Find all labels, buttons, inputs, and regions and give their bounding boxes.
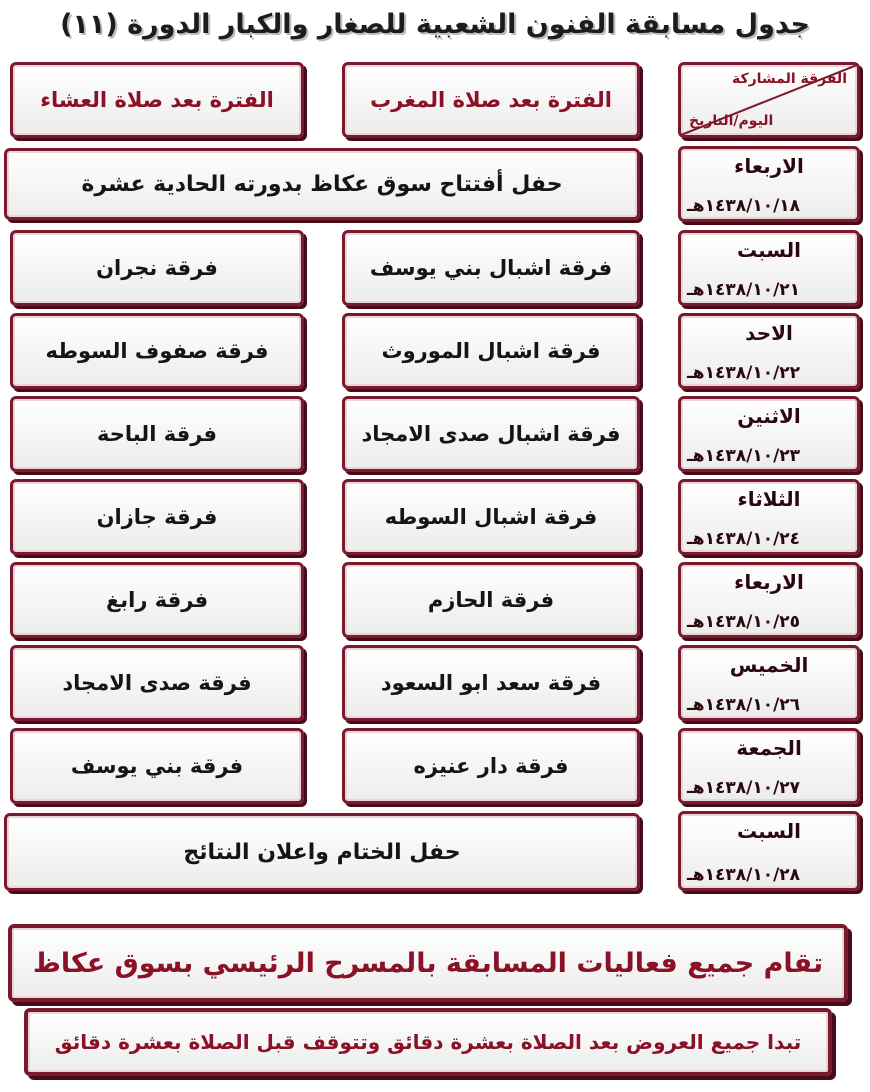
date-label: ١٤٣٨/١٠/٢٤هـ xyxy=(687,529,801,549)
date-label: ١٤٣٨/١٠/٢٧هـ xyxy=(687,778,801,798)
date-cell xyxy=(678,313,860,389)
date-label: ١٤٣٨/١٠/١٨هـ xyxy=(687,196,801,216)
day-label: الاحد xyxy=(745,321,793,345)
date-cell xyxy=(678,479,860,555)
venue-banner: تقام جميع فعاليات المسابقة بالمسرح الرئيسي بسوق عكاظ xyxy=(8,924,848,1002)
date-cell xyxy=(678,396,860,472)
date-label: ١٤٣٨/١٠/٢٨هـ xyxy=(687,865,801,885)
isha-team-cell: فرقة نجران xyxy=(10,230,304,306)
date-cell xyxy=(678,562,860,638)
day-label: الخميس xyxy=(729,653,809,677)
day-label: الاربعاء xyxy=(734,570,804,594)
header-maghrib: الفترة بعد صلاة المغرب xyxy=(342,62,640,138)
maghrib-team-cell: فرقة اشبال الموروث xyxy=(342,313,640,389)
isha-team-cell: فرقة صدى الامجاد xyxy=(10,645,304,721)
day-label: الثلاثاء xyxy=(737,487,801,511)
maghrib-team-cell: فرقة اشبال السوطه xyxy=(342,479,640,555)
isha-team-cell: فرقة جازان xyxy=(10,479,304,555)
isha-team-cell: فرقة رابغ xyxy=(10,562,304,638)
maghrib-team-cell: فرقة اشبال بني يوسف xyxy=(342,230,640,306)
timing-banner: تبدا جميع العروض بعد الصلاة بعشرة دقائق وتتوقف قبل الصلاة بعشرة دقائق xyxy=(24,1008,832,1076)
page-title: جدول مسابقة الفنون الشعبية للصغار والكبار الدورة (١١) xyxy=(60,9,810,40)
day-label: السبت xyxy=(736,238,802,262)
corner-label-team: الفرقة المشاركة xyxy=(731,71,847,87)
corner-label-day-date: اليوم/التاريخ xyxy=(689,113,774,129)
isha-team-cell: فرقة الباحة xyxy=(10,396,304,472)
day-label: السبت xyxy=(736,819,802,843)
date-cell xyxy=(678,645,860,721)
date-label: ١٤٣٨/١٠/٢٦هـ xyxy=(687,695,801,715)
header-corner-cell xyxy=(678,62,860,138)
date-label: ١٤٣٨/١٠/٢٣هـ xyxy=(687,446,801,466)
date-cell xyxy=(678,728,860,804)
isha-team-cell: فرقة بني يوسف xyxy=(10,728,304,804)
day-label: الاربعاء xyxy=(734,154,804,178)
date-label: ١٤٣٨/١٠/٢١هـ xyxy=(687,280,801,300)
isha-team-cell: فرقة صفوف السوطه xyxy=(10,313,304,389)
maghrib-team-cell: فرقة الحازم xyxy=(342,562,640,638)
date-cell xyxy=(678,146,860,222)
date-cell xyxy=(678,230,860,306)
date-cell xyxy=(678,811,860,891)
closing-ceremony-cell: حفل الختام واعلان النتائج xyxy=(4,813,640,891)
date-label: ١٤٣٨/١٠/٢٥هـ xyxy=(687,612,801,632)
day-label: الجمعة xyxy=(736,736,802,760)
day-label: الاثنين xyxy=(737,404,801,428)
maghrib-team-cell: فرقة دار عنيزه xyxy=(342,728,640,804)
maghrib-team-cell: فرقة اشبال صدى الامجاد xyxy=(342,396,640,472)
header-isha: الفترة بعد صلاة العشاء xyxy=(10,62,304,138)
opening-ceremony-cell: حفل أفتتاح سوق عكاظ بدورته الحادية عشرة xyxy=(4,148,640,220)
date-label: ١٤٣٨/١٠/٢٢هـ xyxy=(687,363,801,383)
maghrib-team-cell: فرقة سعد ابو السعود xyxy=(342,645,640,721)
